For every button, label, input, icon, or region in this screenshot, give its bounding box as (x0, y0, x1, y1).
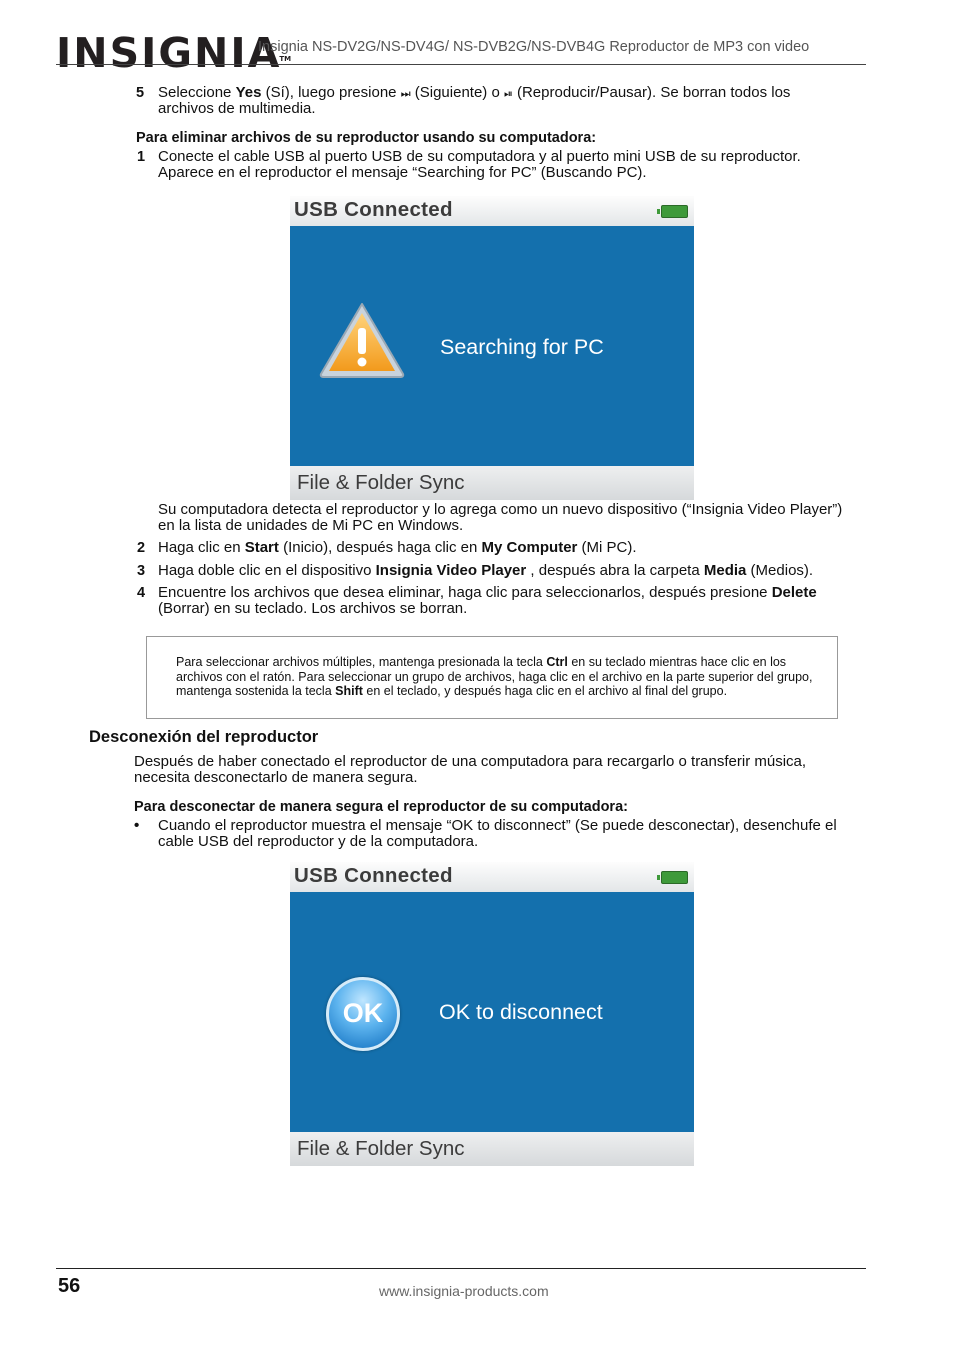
device-screen-searching (290, 196, 694, 500)
screen-message: OK to disconnect (439, 1000, 603, 1024)
screen-title-bar (290, 862, 694, 892)
step-3-text: Haga doble clic en el dispositivo Insignia Video Player , después abra la carpeta Media (Medios). (158, 562, 814, 579)
screen-title-bar (290, 196, 694, 226)
step-number: 1 (137, 149, 146, 165)
section-heading: Para desconectar de manera segura el reproductor de su computadora: (134, 799, 628, 815)
screen-footer-bar (290, 466, 694, 500)
header-divider (56, 64, 866, 65)
screen-message: Searching for PC (440, 335, 604, 359)
tip-text: Para seleccionar archivos múltiples, mantenga presionada la tecla Ctrl en su teclado mientras hace clic en los archivos con el ratón. Para seleccionar un grupo de archivos, haga clic en el archivo en la parte superior del grupo, mantenga sostenida la tecla Shift en el teclado, y después haga clic en el archivo al final del grupo. (176, 655, 813, 698)
battery-icon (661, 871, 688, 884)
step-2-text: Haga clic en Start (Inicio), después haga clic en My Computer (Mi PC). (158, 539, 637, 556)
screen-title: USB Connected (294, 198, 453, 221)
ok-icon-label: OK (342, 998, 384, 1028)
step-1-line1: Conecte el cable USB al puerto USB de su computadora y al puerto mini USB de su reproductor. (158, 148, 801, 165)
warning-icon (318, 300, 406, 380)
step-5-text-line2: archivos de multimedia. (158, 100, 316, 117)
bullet-line2: cable USB del reproductor y de la computadora. (158, 833, 479, 850)
step-4-line2: (Borrar) en su teclado. Los archivos se borran. (158, 600, 468, 617)
section-heading: Para eliminar archivos de su reproductor usando su computadora: (136, 130, 597, 146)
step-number: 4 (137, 585, 146, 601)
step-number: 2 (137, 540, 146, 556)
step-number: 3 (137, 563, 146, 579)
footer-url: www.insignia-products.com (379, 1283, 549, 1299)
screen-footer-bar (290, 1132, 694, 1166)
insignia-logo: INSIGNIA™ (56, 29, 292, 77)
bullet-mark: • (134, 817, 140, 834)
step-5-text: Seleccione Yes (Sí), luego presione ⏭ (Siguiente) o ⏯ (Reproducir/Pausar). Se borran todos los (158, 84, 791, 101)
device-screen-ok-to-disconnect (290, 862, 694, 1166)
screen-footer-label: File & Folder Sync (297, 1137, 465, 1160)
play-pause-icon: ⏯ (503, 88, 513, 100)
section-paragraph-line1: Después de haber conectado el reproductor de una computadora para recargarlo o transferir música, (134, 753, 807, 770)
step-number: 5 (136, 85, 145, 101)
next-icon: ⏭ (400, 88, 411, 100)
screen-footer-label: File & Folder Sync (297, 471, 465, 494)
screen-title: USB Connected (294, 864, 453, 887)
paragraph-line2: en la lista de unidades de Mi PC en Windows. (158, 517, 464, 534)
step-1-line2: Aparece en el reproductor el mensaje “Searching for PC” (Buscando PC). (158, 164, 647, 181)
bullet-line1: Cuando el reproductor muestra el mensaje “OK to disconnect” (Se puede desconectar), desenchufe el (158, 817, 837, 834)
header-title: Insignia NS-DV2G/NS-DV4G/ NS-DVB2G/NS-DVB4G Reproductor de MP3 con video (258, 39, 810, 55)
step-4-line1: Encuentre los archivos que desea eliminar, haga clic para seleccionarlos, después presione Delete (158, 584, 817, 601)
tip-box (146, 636, 838, 719)
ok-icon (326, 977, 400, 1051)
battery-icon (661, 205, 688, 218)
page-number: 56 (58, 1275, 81, 1297)
section-title: Desconexión del reproductor (89, 728, 319, 746)
footer-divider (56, 1268, 866, 1269)
section-paragraph-line2: necesita desconectarlo de manera segura. (134, 769, 418, 786)
paragraph-line1: Su computadora detecta el reproductor y lo agrega como un nuevo dispositivo (“Insignia Video Player”) (158, 501, 843, 518)
